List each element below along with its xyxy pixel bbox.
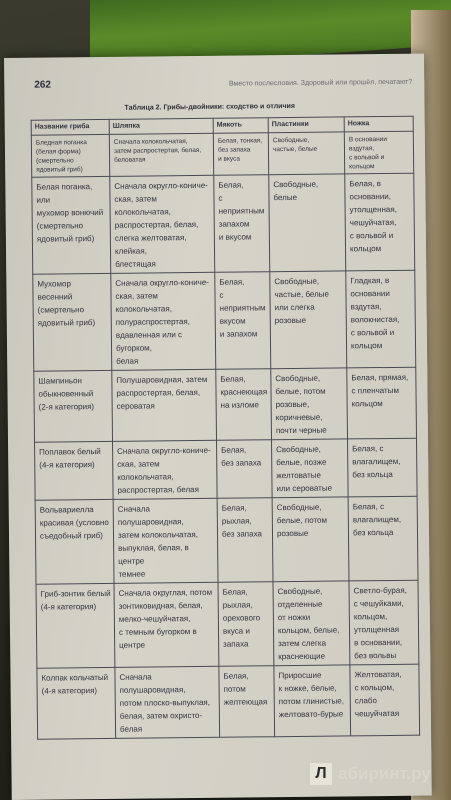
cell-stem: Желтоватая, с кольцом, слабо чешуйчатая xyxy=(350,664,420,736)
cell-stem: Белая, прямая, с пленчатым кольцом xyxy=(347,367,417,439)
table-row xyxy=(31,131,413,177)
table-row xyxy=(36,580,419,668)
cell-flesh: Белая, тонкая, без запаха и вкуса xyxy=(213,133,268,176)
cell-mushroom-name: Белая поганка, или мухомор вонючий (смертельно ядовитый гриб) xyxy=(32,176,111,274)
cell-cap: Сначала округлая, потом зонтиковидная, белая, мелко-чешуйчатая, с темным бугорком в центре xyxy=(114,582,219,667)
header-name: Название гриба xyxy=(31,119,109,135)
cell-cap: Сначала округло-кониче- ская, затем колокольчатая, распростертая, белая xyxy=(113,440,218,499)
table-row xyxy=(37,664,420,739)
cell-plates: Свободные, белые, позже желтоватые или сероватые xyxy=(272,439,349,498)
cell-flesh: Белая, потом желтеющая xyxy=(219,666,275,738)
cell-mushroom-name: Гриб-зонтик белый (4-я категория) xyxy=(36,583,115,668)
running-title: Вместо послесловия. Здоровый или прошёл, печатают? xyxy=(228,78,413,88)
header-cap: Шляпка xyxy=(109,118,213,134)
header-plates: Пластинки xyxy=(268,117,344,133)
header-stem: Ножка xyxy=(344,116,413,132)
cell-stem: Гладкая, в основании вздутая, волокнистая, с вольвой и кольцом xyxy=(346,270,416,368)
cell-plates: Приросшие к ножке, белые, потом глинистые, желтовато-бурые xyxy=(274,665,351,737)
cell-plates: Свободные, белые, потом розовые xyxy=(272,497,349,582)
cell-mushroom-name: Бледная поганка (белая форма) (смертельно ядовитый гриб) xyxy=(31,134,109,177)
cell-flesh: Белая, краснеющая на изломе xyxy=(216,369,272,441)
cell-cap: Сначала полушаровидная, затем колокольчатая, выпуклая, белая, в центре темнее xyxy=(113,498,218,583)
cell-cap: Сначала колокольчатая, затем распростертая, белая, беловатая xyxy=(109,133,213,176)
cell-mushroom-name: Мухомор весенний (смертельно ядовитый гриб) xyxy=(33,273,112,371)
cell-mushroom-name: Шампиньон обыкновенный (2-я категория) xyxy=(34,370,113,442)
cell-mushroom-name: Поплавок белый (4-я категория) xyxy=(35,441,114,500)
cell-cap: Полушаровидная, затем распростертая, белая, сероватая xyxy=(112,369,217,441)
cell-stem: Белая, в основании, утолщенная, чешуйчатая, с вольвой и кольцом xyxy=(345,173,415,271)
cell-flesh: Белая, рыхлая, без запаха xyxy=(217,498,273,583)
cell-flesh: Белая, рыхлая, орехового вкуса и запаха xyxy=(218,582,274,667)
cell-plates: Свободные, частые, белые xyxy=(268,132,344,175)
cell-plates: Свободные, отделенные от ножки кольцом, белые, затем слегка краснеющие xyxy=(273,581,350,666)
cell-cap: Сначала полушаровидная, потом плоско-выпуклая, белая, затем охристо-белая xyxy=(115,666,220,738)
cell-plates: Свободные, белые xyxy=(269,174,346,272)
mushroom-comparison-table xyxy=(31,116,420,740)
page-number: 262 xyxy=(34,79,52,91)
table-row xyxy=(34,367,417,442)
cell-flesh: Белая, без запаха xyxy=(217,440,273,499)
cell-flesh: Белая, с неприятным запахом и вкусом xyxy=(214,175,270,273)
watermark-logo xyxy=(310,763,431,785)
cell-stem: Белая, с влагалищем, без кольца xyxy=(348,438,418,497)
labirint-logo-icon: Л xyxy=(310,763,332,785)
cell-stem: В основании вздутая, с вольвой и кольцом xyxy=(344,131,413,174)
cell-cap: Сначала округло-кониче- ская, затем колокольчатая, распростертая, белая, слегка желтоватая, клейкая, блестящая xyxy=(110,175,215,273)
cell-flesh: Белая, с неприятным вкусом и запахом xyxy=(215,272,271,370)
header-flesh: Мякоть xyxy=(213,118,268,134)
cell-mushroom-name: Вольвариелла красивая (условно съедобный гриб) xyxy=(35,499,114,584)
cell-stem: Белая, с влагалищем, без кольца xyxy=(348,496,418,581)
table-row xyxy=(33,270,416,371)
table-row xyxy=(35,496,418,584)
cell-plates: Свободные, частые, белые или слегка розовые xyxy=(270,271,347,369)
page-header xyxy=(34,76,412,96)
table-row xyxy=(35,438,418,500)
book-page xyxy=(4,54,432,800)
table-row xyxy=(32,173,415,274)
table-title: Таблица 2. Грибы-двойники: сходство и отличия xyxy=(124,102,295,112)
cell-stem: Светло-бурая, с чешуйками, кольцом, утолщенная в основании, без вольвы xyxy=(349,580,419,665)
cell-plates: Свободные, белые, потом розовые, коричневые, почти черные xyxy=(271,368,348,440)
cell-cap: Сначала округло-кониче- ская, затем колокольчатая, полураспростертая, вдавленная или с бугорком, белая xyxy=(111,272,216,370)
cell-mushroom-name: Колпак кольчатый (4-я категория) xyxy=(37,667,116,739)
watermark-text: абиринт.ру xyxy=(338,764,431,783)
